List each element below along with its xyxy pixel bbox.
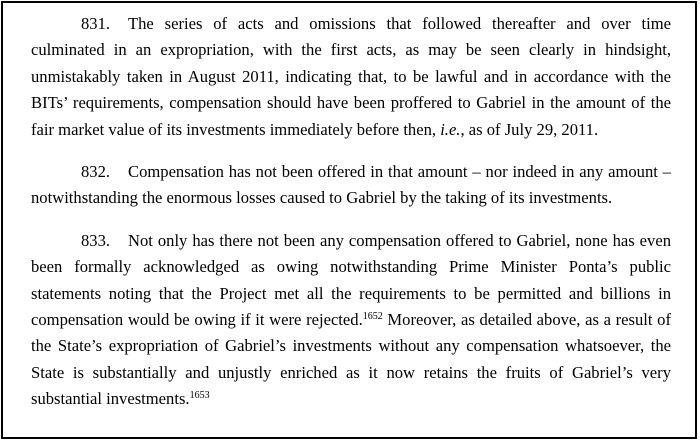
paragraph-number: 831. xyxy=(81,14,111,33)
document-body xyxy=(31,11,671,413)
paragraph-833 xyxy=(31,228,671,413)
paragraph-text-continued: Moreover, as detailed above, as a result of the State’s expropriation of Gabriel’s investments without any compensation whatsoever, the State is substantially and unjustly enriched as it now retains the fruits of Gabriel’s very substantial investments. xyxy=(31,310,671,409)
footnote-ref-1652[interactable]: 1652 xyxy=(362,311,383,323)
paragraph-text: Not only has there not been any compensation offered to Gabriel, none has even been formally acknowledged as owing notwithstanding Prime Minister Ponta’s public statements noting that the Project met all the requirements to be permitted and billions in compensation would be owing if it were rejected. xyxy=(31,230,671,330)
paragraph-text: Compensation has not been offered in that amount – nor indeed in any amount – notwithstanding the enormous losses caused to Gabriel by the taking of its investments. xyxy=(31,162,671,208)
italic-abbreviation: i.e. xyxy=(440,119,461,139)
paragraph-text: The series of acts and omissions that followed thereafter and over time culminated in an expropriation, with the first acts, as may be seen clearly in hindsight, unmistakably taken in August 2011, indicating that, to be lawful and in accordance with the BITs’ requirements, compensation should have been proffered to Gabriel in the amount of the fair market value of its investments immediately before then, xyxy=(31,14,671,139)
paragraph-number: 833. xyxy=(81,230,111,250)
paragraph-text-end: , as of July 29, 2011. xyxy=(460,119,599,139)
footnote-ref-1653[interactable]: 1653 xyxy=(189,390,210,402)
paragraph-number: 832. xyxy=(81,162,111,182)
document-frame xyxy=(1,1,697,439)
paragraph-832 xyxy=(31,159,671,212)
paragraph-831 xyxy=(31,11,671,143)
